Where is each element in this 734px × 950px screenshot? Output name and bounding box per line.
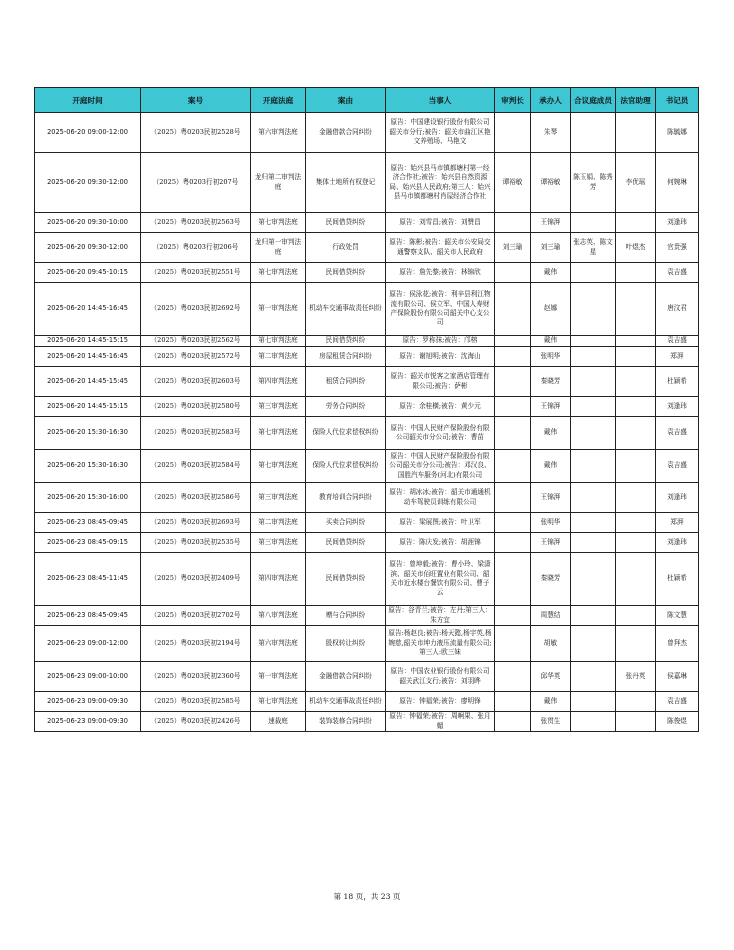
cell-hearing-time: 2025-06-20 09:30-12:00 bbox=[35, 233, 141, 263]
cell-courtroom: 速裁庭 bbox=[251, 712, 306, 732]
cell-parties: 原告：陈彬;被告：韶关市公安局交通警察支队、韶关市人民政府 bbox=[386, 233, 495, 263]
table-row bbox=[35, 397, 699, 417]
cell-clerk: 陈俊煜 bbox=[656, 712, 699, 732]
table-row bbox=[35, 533, 699, 553]
cell-panel-members bbox=[571, 336, 616, 347]
cell-handler: 秦晓芳 bbox=[531, 367, 571, 397]
cell-clerk: 袁吉盛 bbox=[656, 263, 699, 283]
cell-handler: 王锦湃 bbox=[531, 533, 571, 553]
table-row bbox=[35, 606, 699, 626]
cell-clerk: 官贵强 bbox=[656, 233, 699, 263]
cell-clerk: 唐汶君 bbox=[656, 283, 699, 336]
cell-parties: 原告：谷青兰;被告：左丹;第三人：朱方宜 bbox=[386, 606, 495, 626]
cell-handler: 周慧结 bbox=[531, 606, 571, 626]
cell-courtroom: 第七审判法庭 bbox=[251, 692, 306, 712]
cell-judge-assistant bbox=[616, 692, 656, 712]
cell-panel-members bbox=[571, 606, 616, 626]
cell-handler: 赵娜 bbox=[531, 283, 571, 336]
cell-presiding-judge bbox=[495, 450, 531, 483]
header-presiding-judge: 审判长 bbox=[495, 88, 531, 113]
cell-judge-assistant bbox=[616, 367, 656, 397]
cell-handler: 王锦湃 bbox=[531, 397, 571, 417]
table-row bbox=[35, 450, 699, 483]
cell-parties: 原告：胡冰冰;被告：韶关市通通机动车驾驶员训练有限公司 bbox=[386, 483, 495, 513]
cell-handler: 胡敏 bbox=[531, 626, 571, 662]
cell-courtroom: 第七审判法庭 bbox=[251, 336, 306, 347]
cell-courtroom: 第六审判法庭 bbox=[251, 113, 306, 153]
table-row bbox=[35, 213, 699, 233]
cell-cause: 保险人代位求偿权纠纷 bbox=[306, 417, 386, 450]
cell-handler: 秦晓芳 bbox=[531, 553, 571, 606]
cell-courtroom: 第七审判法庭 bbox=[251, 450, 306, 483]
cell-clerk: 刘逢玮 bbox=[656, 397, 699, 417]
cell-panel-members bbox=[571, 213, 616, 233]
cell-parties: 原告：余桂横;被告：黄少元 bbox=[386, 397, 495, 417]
cell-parties: 原告：侯泳花;被告：利辛县利江物流有限公司、侯立军、中国人寿财产保险股份有限公司韶关中心支公司 bbox=[386, 283, 495, 336]
cell-presiding-judge bbox=[495, 263, 531, 283]
cell-hearing-time: 2025-06-20 14:45-15:15 bbox=[35, 397, 141, 417]
page-footer: 第 18 页，共 23 页 bbox=[333, 892, 401, 901]
cell-judge-assistant: 张丹英 bbox=[616, 662, 656, 692]
cell-handler: 戴伟 bbox=[531, 450, 571, 483]
cell-clerk: 袁吉盛 bbox=[656, 417, 699, 450]
cell-presiding-judge bbox=[495, 347, 531, 367]
cell-parties: 原告：始兴县马市镇都塘村第一经济合作社;被告：始兴县自然资源局、始兴县人民政府;第三人：始兴县马市镇都塘村肖屋经济合作社 bbox=[386, 153, 495, 213]
table-row bbox=[35, 113, 699, 153]
cell-courtroom: 第三审判法庭 bbox=[251, 483, 306, 513]
cell-courtroom: 第八审判法庭 bbox=[251, 606, 306, 626]
cell-courtroom: 第一审判法庭 bbox=[251, 283, 306, 336]
cell-parties: 原告：陈庆发;被告：胡涯锦 bbox=[386, 533, 495, 553]
header-judge-assistant: 法官助理 bbox=[616, 88, 656, 113]
cell-parties: 原告：梁展图;被告：叶卫军 bbox=[386, 513, 495, 533]
cell-case-number: （2025）粤0203民初2360号 bbox=[141, 662, 251, 692]
table-row bbox=[35, 336, 699, 347]
cell-courtroom: 第七审判法庭 bbox=[251, 417, 306, 450]
cell-courtroom: 第七审判法庭 bbox=[251, 213, 306, 233]
cell-judge-assistant bbox=[616, 347, 656, 367]
header-cause: 案由 bbox=[306, 88, 386, 113]
header-parties: 当事人 bbox=[386, 88, 495, 113]
cell-case-number: （2025）粤0203民初2535号 bbox=[141, 533, 251, 553]
cell-case-number: （2025）粤0203民初2603号 bbox=[141, 367, 251, 397]
table-row bbox=[35, 662, 699, 692]
cell-cause: 劳务合同纠纷 bbox=[306, 397, 386, 417]
cell-judge-assistant bbox=[616, 397, 656, 417]
cell-hearing-time: 2025-06-20 15:30-16:30 bbox=[35, 450, 141, 483]
cell-presiding-judge bbox=[495, 367, 531, 397]
cell-courtroom: 龙归第一审判法庭 bbox=[251, 233, 306, 263]
cell-case-number: （2025）粤0203民初2572号 bbox=[141, 347, 251, 367]
cell-courtroom: 第四审判法庭 bbox=[251, 553, 306, 606]
cell-hearing-time: 2025-06-20 14:45-15:45 bbox=[35, 367, 141, 397]
cell-panel-members: 张志英、陈文星 bbox=[571, 233, 616, 263]
table-row bbox=[35, 483, 699, 513]
cell-presiding-judge bbox=[495, 417, 531, 450]
cell-presiding-judge bbox=[495, 213, 531, 233]
cell-cause: 金融借款合同纠纷 bbox=[306, 662, 386, 692]
cell-case-number: （2025）粤0203民初2702号 bbox=[141, 606, 251, 626]
header-clerk: 书记员 bbox=[656, 88, 699, 113]
cell-parties: 原告：中国农业银行股份有限公司韶关武江支行;被告：刘羽晔 bbox=[386, 662, 495, 692]
cell-panel-members bbox=[571, 263, 616, 283]
cell-presiding-judge: 谭裕敏 bbox=[495, 153, 531, 213]
table-row bbox=[35, 692, 699, 712]
cell-handler: 张明华 bbox=[531, 347, 571, 367]
cell-hearing-time: 2025-06-20 09:30-12:00 bbox=[35, 153, 141, 213]
cell-handler: 戴伟 bbox=[531, 417, 571, 450]
cell-presiding-judge bbox=[495, 662, 531, 692]
cell-clerk: 杜颖希 bbox=[656, 553, 699, 606]
hearing-schedule-table bbox=[34, 87, 699, 732]
cell-handler: 张贯生 bbox=[531, 712, 571, 732]
cell-parties: 原告：中国建设银行股份有限公司韶关市分行;被告：韶关市曲江区艳文养殖场、马艳文 bbox=[386, 113, 495, 153]
table-row bbox=[35, 553, 699, 606]
header-panel-members: 合议庭成员 bbox=[571, 88, 616, 113]
cell-judge-assistant bbox=[616, 450, 656, 483]
cell-presiding-judge bbox=[495, 553, 531, 606]
cell-parties: 原告：刘雪昌;被告：刘赞昌 bbox=[386, 213, 495, 233]
cell-hearing-time: 2025-06-23 09:00-10:00 bbox=[35, 662, 141, 692]
cell-cause: 行政处罚 bbox=[306, 233, 386, 263]
cell-presiding-judge bbox=[495, 712, 531, 732]
cell-panel-members bbox=[571, 533, 616, 553]
cell-clerk: 陈文慧 bbox=[656, 606, 699, 626]
table-row bbox=[35, 367, 699, 397]
cell-presiding-judge bbox=[495, 336, 531, 347]
cell-presiding-judge bbox=[495, 626, 531, 662]
cell-hearing-time: 2025-06-23 09:00-12:00 bbox=[35, 626, 141, 662]
cell-cause: 股权转让纠纷 bbox=[306, 626, 386, 662]
cell-case-number: （2025）粤0203民初2584号 bbox=[141, 450, 251, 483]
cell-judge-assistant bbox=[616, 606, 656, 626]
header-handler: 承办人 bbox=[531, 88, 571, 113]
cell-presiding-judge bbox=[495, 283, 531, 336]
header-hearing-time: 开庭时间 bbox=[35, 88, 141, 113]
cell-cause: 民间借贷纠纷 bbox=[306, 263, 386, 283]
cell-presiding-judge bbox=[495, 692, 531, 712]
cell-case-number: （2025）粤0203行初207号 bbox=[141, 153, 251, 213]
cell-hearing-time: 2025-06-20 14:45-15:15 bbox=[35, 336, 141, 347]
cell-panel-members bbox=[571, 626, 616, 662]
cell-handler: 戴伟 bbox=[531, 263, 571, 283]
cell-cause: 集体土地所有权登记 bbox=[306, 153, 386, 213]
cell-cause: 教育培训合同纠纷 bbox=[306, 483, 386, 513]
cell-handler: 王锦湃 bbox=[531, 483, 571, 513]
cell-case-number: （2025）粤0203民初2409号 bbox=[141, 553, 251, 606]
table-row bbox=[35, 626, 699, 662]
cell-panel-members bbox=[571, 483, 616, 513]
cell-presiding-judge bbox=[495, 113, 531, 153]
cell-judge-assistant bbox=[616, 336, 656, 347]
cell-case-number: （2025）粤0203民初2580号 bbox=[141, 397, 251, 417]
cell-case-number: （2025）粤0203民初2585号 bbox=[141, 692, 251, 712]
cell-panel-members bbox=[571, 367, 616, 397]
table-header-row bbox=[35, 88, 699, 113]
cell-panel-members bbox=[571, 712, 616, 732]
cell-clerk: 袁吉盛 bbox=[656, 692, 699, 712]
cell-presiding-judge bbox=[495, 483, 531, 513]
cell-presiding-judge bbox=[495, 606, 531, 626]
cell-presiding-judge: 刘三瑜 bbox=[495, 233, 531, 263]
cell-handler: 戴伟 bbox=[531, 336, 571, 347]
cell-parties: 原告：罗称抹;被告：邝榕 bbox=[386, 336, 495, 347]
cell-hearing-time: 2025-06-20 15:30-16:30 bbox=[35, 417, 141, 450]
cell-case-number: （2025）粤0203民初2528号 bbox=[141, 113, 251, 153]
cell-hearing-time: 2025-06-23 08:45-09:45 bbox=[35, 513, 141, 533]
table-body bbox=[35, 113, 699, 732]
cell-parties: 原告：谢旭明;被告：沈海山 bbox=[386, 347, 495, 367]
table-row bbox=[35, 263, 699, 283]
cell-handler: 谭裕敏 bbox=[531, 153, 571, 213]
cell-parties: 原告：韶关市悦客之家酒店管理有限公司;被告：萨彬 bbox=[386, 367, 495, 397]
cell-cause: 买卖合同纠纷 bbox=[306, 513, 386, 533]
cell-judge-assistant bbox=[616, 712, 656, 732]
cell-hearing-time: 2025-06-20 09:45-10:15 bbox=[35, 263, 141, 283]
cell-panel-members bbox=[571, 692, 616, 712]
cell-case-number: （2025）粤0203民初2426号 bbox=[141, 712, 251, 732]
cell-cause: 机动车交通事故责任纠纷 bbox=[306, 283, 386, 336]
cell-case-number: （2025）粤0203民初2693号 bbox=[141, 513, 251, 533]
cell-clerk: 曾拜杰 bbox=[656, 626, 699, 662]
cell-panel-members: 陈玉娟、陈秀芳 bbox=[571, 153, 616, 213]
cell-cause: 民间借贷纠纷 bbox=[306, 336, 386, 347]
cell-hearing-time: 2025-06-23 08:45-09:15 bbox=[35, 533, 141, 553]
cell-handler: 张明华 bbox=[531, 513, 571, 533]
cell-hearing-time: 2025-06-23 08:45-09:45 bbox=[35, 606, 141, 626]
table-row bbox=[35, 283, 699, 336]
cell-panel-members bbox=[571, 553, 616, 606]
cell-courtroom: 第三审判法庭 bbox=[251, 397, 306, 417]
cell-courtroom: 第四审判法庭 bbox=[251, 367, 306, 397]
cell-clerk: 何婉琳 bbox=[656, 153, 699, 213]
cell-hearing-time: 2025-06-23 08:45-11:45 bbox=[35, 553, 141, 606]
cell-judge-assistant bbox=[616, 417, 656, 450]
cell-panel-members bbox=[571, 662, 616, 692]
cell-panel-members bbox=[571, 397, 616, 417]
cell-judge-assistant bbox=[616, 513, 656, 533]
cell-cause: 保险人代位求偿权纠纷 bbox=[306, 450, 386, 483]
cell-judge-assistant bbox=[616, 213, 656, 233]
cell-judge-assistant bbox=[616, 483, 656, 513]
cell-hearing-time: 2025-06-20 09:00-12:00 bbox=[35, 113, 141, 153]
cell-clerk: 郑湃 bbox=[656, 347, 699, 367]
cell-cause: 民间借贷纠纷 bbox=[306, 213, 386, 233]
cell-courtroom: 第七审判法庭 bbox=[251, 263, 306, 283]
cell-clerk: 刘逢玮 bbox=[656, 483, 699, 513]
cell-clerk: 刘逢玮 bbox=[656, 533, 699, 553]
cell-cause: 民间借贷纠纷 bbox=[306, 533, 386, 553]
cell-panel-members bbox=[571, 113, 616, 153]
cell-panel-members bbox=[571, 450, 616, 483]
cell-cause: 赠与合同纠纷 bbox=[306, 606, 386, 626]
cell-presiding-judge bbox=[495, 513, 531, 533]
cell-hearing-time: 2025-06-20 14:45-16:45 bbox=[35, 347, 141, 367]
cell-handler: 朱琴 bbox=[531, 113, 571, 153]
cell-case-number: （2025）粤0203民初2194号 bbox=[141, 626, 251, 662]
cell-judge-assistant bbox=[616, 113, 656, 153]
cell-parties: 原告：詹先黎;被告：林锦欣 bbox=[386, 263, 495, 283]
cell-presiding-judge bbox=[495, 397, 531, 417]
cell-panel-members bbox=[571, 283, 616, 336]
cell-cause: 租赁合同纠纷 bbox=[306, 367, 386, 397]
table-row bbox=[35, 712, 699, 732]
cell-handler: 戴伟 bbox=[531, 692, 571, 712]
cell-case-number: （2025）粤0203行初206号 bbox=[141, 233, 251, 263]
cell-courtroom: 第二审判法庭 bbox=[251, 347, 306, 367]
cell-parties: 原告：中国人民财产保险股份有限公司韶关市分公司;被告：邓汉良、国胜汽车服务(河北)有限公司 bbox=[386, 450, 495, 483]
cell-case-number: （2025）粤0203民初2562号 bbox=[141, 336, 251, 347]
table-row bbox=[35, 233, 699, 263]
cell-judge-assistant bbox=[616, 626, 656, 662]
cell-hearing-time: 2025-06-20 15:30-16:00 bbox=[35, 483, 141, 513]
cell-panel-members bbox=[571, 513, 616, 533]
cell-courtroom: 第六审判法庭 bbox=[251, 626, 306, 662]
cell-judge-assistant bbox=[616, 263, 656, 283]
cell-courtroom: 第三审判法庭 bbox=[251, 533, 306, 553]
cell-clerk: 陈毓娜 bbox=[656, 113, 699, 153]
header-courtroom: 开庭法庭 bbox=[251, 88, 306, 113]
cell-courtroom: 龙归第二审判法庭 bbox=[251, 153, 306, 213]
cell-parties: 原告：曾坤毅;被告：曹小玲、梁潇滨、韶关市佰旺置业有限公司、韶关市近水楼台餐饮有限公司、曹子云 bbox=[386, 553, 495, 606]
table-row bbox=[35, 347, 699, 367]
cell-hearing-time: 2025-06-23 09:00-09:30 bbox=[35, 712, 141, 732]
cell-parties: 原告：钟福荣;被告：周啊果、张月媚 bbox=[386, 712, 495, 732]
cell-panel-members bbox=[571, 347, 616, 367]
cell-clerk: 郑湃 bbox=[656, 513, 699, 533]
cell-case-number: （2025）粤0203民初2563号 bbox=[141, 213, 251, 233]
cell-cause: 民间借贷纠纷 bbox=[306, 553, 386, 606]
cell-handler: 邱华英 bbox=[531, 662, 571, 692]
cell-cause: 金融借款合同纠纷 bbox=[306, 113, 386, 153]
header-case-number: 案号 bbox=[141, 88, 251, 113]
cell-judge-assistant: 李优瑶 bbox=[616, 153, 656, 213]
cell-hearing-time: 2025-06-23 09:00-09:30 bbox=[35, 692, 141, 712]
cell-presiding-judge bbox=[495, 533, 531, 553]
cell-case-number: （2025）粤0203民初2583号 bbox=[141, 417, 251, 450]
cell-panel-members bbox=[571, 417, 616, 450]
cell-clerk: 袁吉盛 bbox=[656, 450, 699, 483]
cell-parties: 原告：中国人民财产保险股份有限公司韶关市分公司;被告：曹苗 bbox=[386, 417, 495, 450]
cell-handler: 刘三瑜 bbox=[531, 233, 571, 263]
cell-hearing-time: 2025-06-20 14:45-16:45 bbox=[35, 283, 141, 336]
cell-case-number: （2025）粤0203民初2692号 bbox=[141, 283, 251, 336]
cell-judge-assistant bbox=[616, 533, 656, 553]
cell-judge-assistant bbox=[616, 553, 656, 606]
table-row bbox=[35, 417, 699, 450]
cell-case-number: （2025）粤0203民初2586号 bbox=[141, 483, 251, 513]
cell-clerk: 侯嘉琳 bbox=[656, 662, 699, 692]
table-row bbox=[35, 513, 699, 533]
cell-cause: 装饰装修合同纠纷 bbox=[306, 712, 386, 732]
cell-handler: 王锦湃 bbox=[531, 213, 571, 233]
cell-courtroom: 第二审判法庭 bbox=[251, 513, 306, 533]
cell-clerk: 袁吉盛 bbox=[656, 336, 699, 347]
cell-judge-assistant: 叶煜杰 bbox=[616, 233, 656, 263]
cell-judge-assistant bbox=[616, 283, 656, 336]
table-row bbox=[35, 153, 699, 213]
cell-cause: 机动车交通事故责任纠纷 bbox=[306, 692, 386, 712]
cell-hearing-time: 2025-06-20 09:30-10:00 bbox=[35, 213, 141, 233]
cell-case-number: （2025）粤0203民初2551号 bbox=[141, 263, 251, 283]
cell-cause: 房屋租赁合同纠纷 bbox=[306, 347, 386, 367]
cell-parties: 原告：钟福荣;被告：廖明锋 bbox=[386, 692, 495, 712]
cell-courtroom: 第一审判法庭 bbox=[251, 662, 306, 692]
cell-clerk: 杜颖希 bbox=[656, 367, 699, 397]
cell-parties: 原告:杨赵良;被告:杨天懿,杨宇英,杨婉慈,韶关市坤力液压流量有限公司;第三人:欧三妹 bbox=[386, 626, 495, 662]
cell-clerk: 刘逢玮 bbox=[656, 213, 699, 233]
